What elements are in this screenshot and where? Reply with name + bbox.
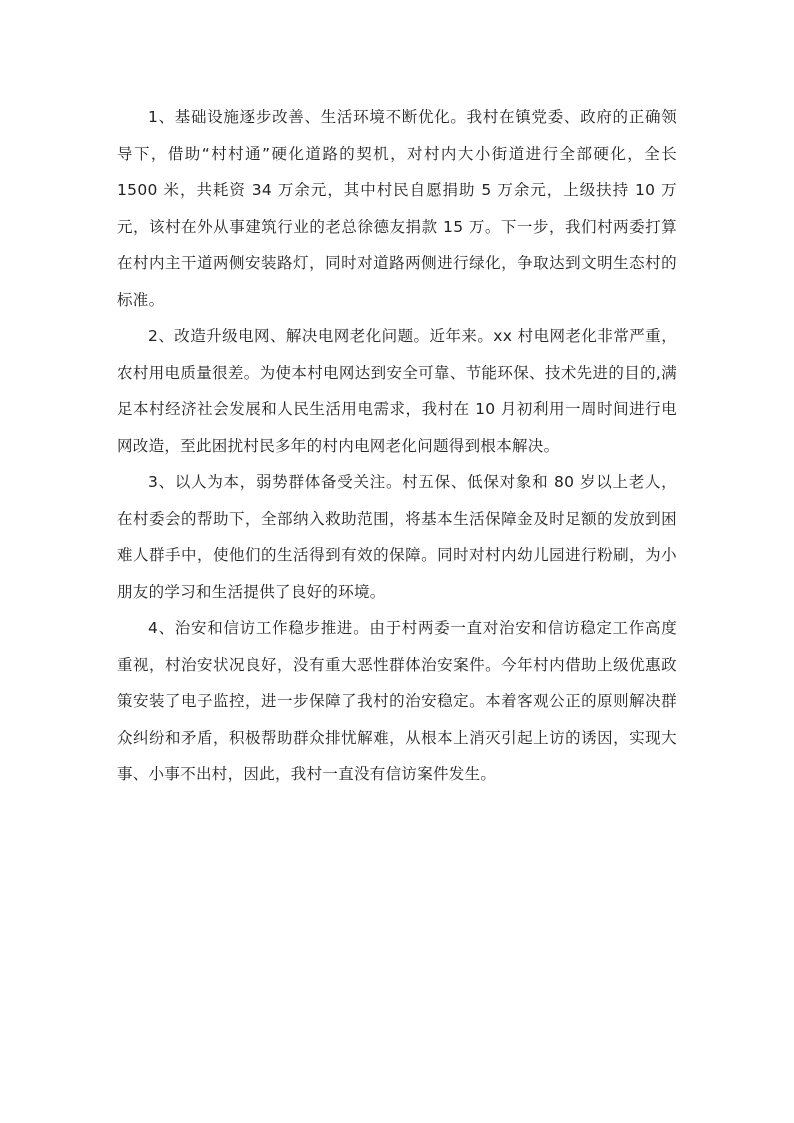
paragraph-power-grid: 2、改造升级电网、解决电网老化问题。近年来。xx 村电网老化非常严重，农村用电质量很差。为使本村电网达到安全可靠、节能环保、技术先进的目的,满足本村经济社会发展和人民生活用电需求，我村在 10 月初利用一周时间进行电网改造，至此困扰村民多年的村内电网老化问题得到根本解决。 [117, 327, 677, 455]
paragraph-infrastructure: 1、基础设施逐步改善、生活环境不断优化。我村在镇党委、政府的正确领导下，借助“村村通”硬化道路的契机，对村内大小街道进行全部硬化，全长 1500 米，共耗资 34 万余元，其中村民自愿捐助 5 万余元，上级扶持 10 万元，该村在外从事建筑行业的老总徐德友捐款 15 万。下一步，我们村两委打算在村内主干道两侧安装路灯，同时对道路两侧进行绿化，争取达到文明生态村的标准。 [117, 108, 677, 309]
paragraph-public-security: 4、治安和信访工作稳步推进。由于村两委一直对治安和信访稳定工作高度重视，村治安状况良好，没有重大恶性群体治安案件。今年村内借助上级优惠政策安装了电子监控，进一步保障了我村的治安稳定。本着客观公正的原则解决群众纠纷和矛盾，积极帮助群众排忧解难，从根本上消灭引起上访的诱因，实现大事、小事不出村，因此，我村一直没有信访案件发生。 [117, 619, 677, 783]
paragraph-vulnerable-groups: 3、以人为本，弱势群体备受关注。村五保、低保对象和 80 岁以上老人，在村委会的帮助下，全部纳入救助范围，将基本生活保障金及时足额的发放到困难人群手中，使他们的生活得到有效的保障。同时对村内幼儿园进行粉刷，为小朋友的学习和生活提供了良好的环境。 [117, 473, 677, 601]
document-body [117, 99, 677, 793]
